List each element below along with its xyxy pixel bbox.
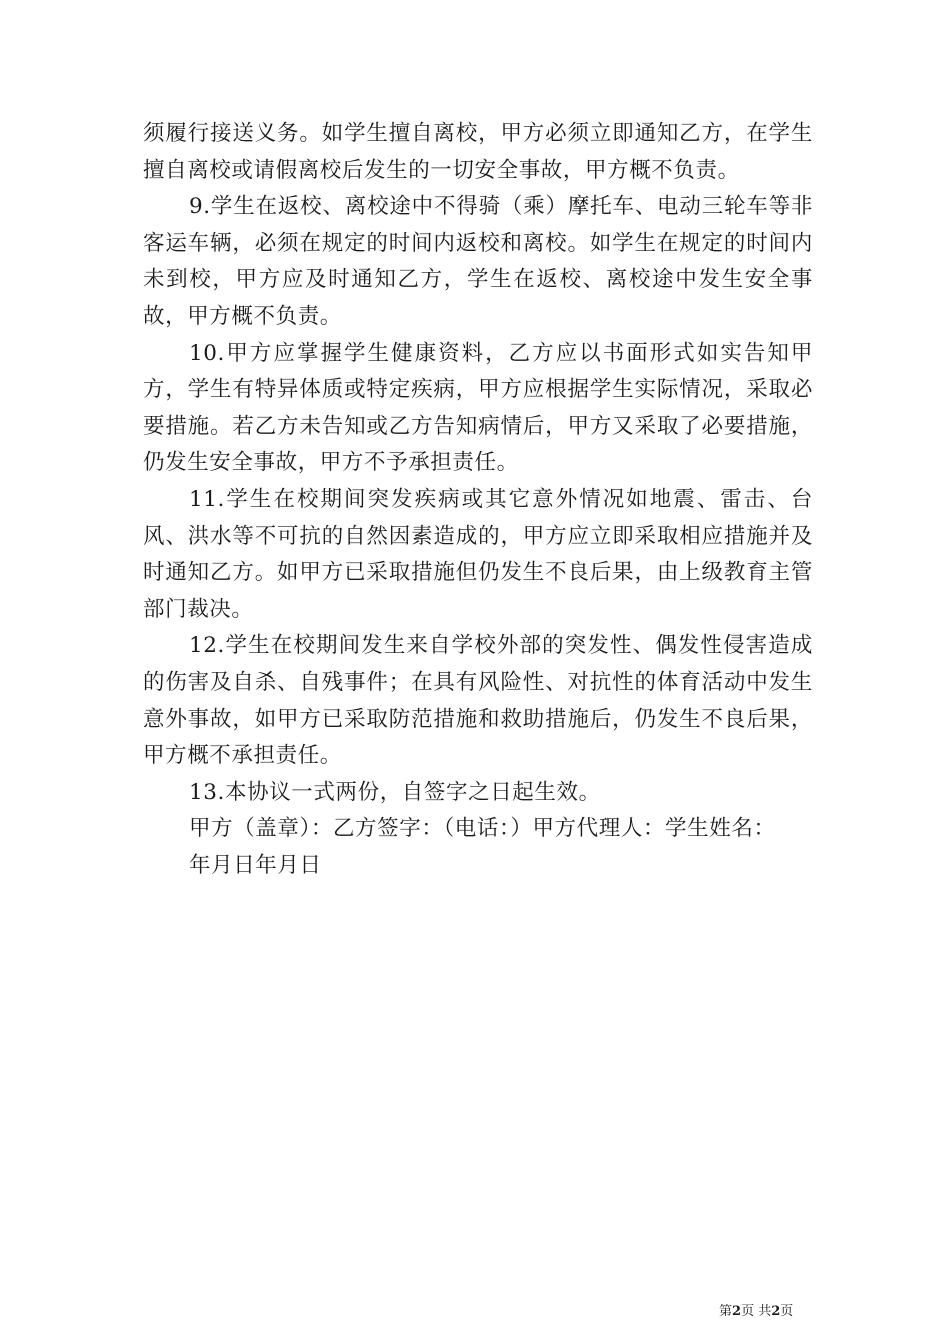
date-line: 年月日年月日 bbox=[189, 852, 322, 878]
page-footer bbox=[719, 1304, 793, 1320]
clause-10: 10.甲方应掌握学生健康资料，乙方应以书面形式如实告知甲方，学生有特异体质或特定疾病，甲方应根据学生实际情况，采取必要措施。若乙方未告知或乙方告知病情后，甲方又采取了必要措施，仍发生安全事故，甲方不予承担责任。 bbox=[143, 340, 813, 476]
footer-mid: 页 共 bbox=[741, 1304, 772, 1319]
footer-suffix: 页 bbox=[780, 1304, 794, 1319]
footer-current-page: 2 bbox=[732, 1304, 742, 1319]
clause-13: 13.本协议一式两份，自签字之日起生效。 bbox=[189, 779, 601, 805]
paragraph-continuation: 须履行接送义务。如学生擅自离校，甲方必须立即通知乙方，在学生擅自离校或请假离校后发生的一切安全事故，甲方概不负责。 bbox=[143, 121, 813, 183]
footer-total-pages: 2 bbox=[771, 1304, 781, 1319]
signature-line: 甲方（盖章）：乙方签字：（电话：）甲方代理人：学生姓名： bbox=[189, 816, 776, 842]
footer-prefix: 第 bbox=[719, 1304, 733, 1319]
clause-11: 11.学生在校期间突发疾病或其它意外情况如地震、雷击、台风、洪水等不可抗的自然因素造成的，甲方应立即采取相应措施并及时通知乙方。如甲方已采取措施但仍发生不良后果，由上级教育主管部门裁决。 bbox=[143, 486, 813, 622]
document-body bbox=[143, 116, 813, 884]
clause-12: 12.学生在校期间发生来自学校外部的突发性、偶发性侵害造成的伤害及自杀、自残事件；在具有风险性、对抗性的体育活动中发生意外事故，如甲方已采取防范措施和救助措施后，仍发生不良后果，甲方概不承担责任。 bbox=[143, 633, 813, 769]
clause-9: 9.学生在返校、离校途中不得骑（乘）摩托车、电动三轮车等非客运车辆，必须在规定的时间内返校和离校。如学生在规定的时间内未到校，甲方应及时通知乙方，学生在返校、离校途中发生安全事故，甲方概不负责。 bbox=[143, 194, 813, 329]
